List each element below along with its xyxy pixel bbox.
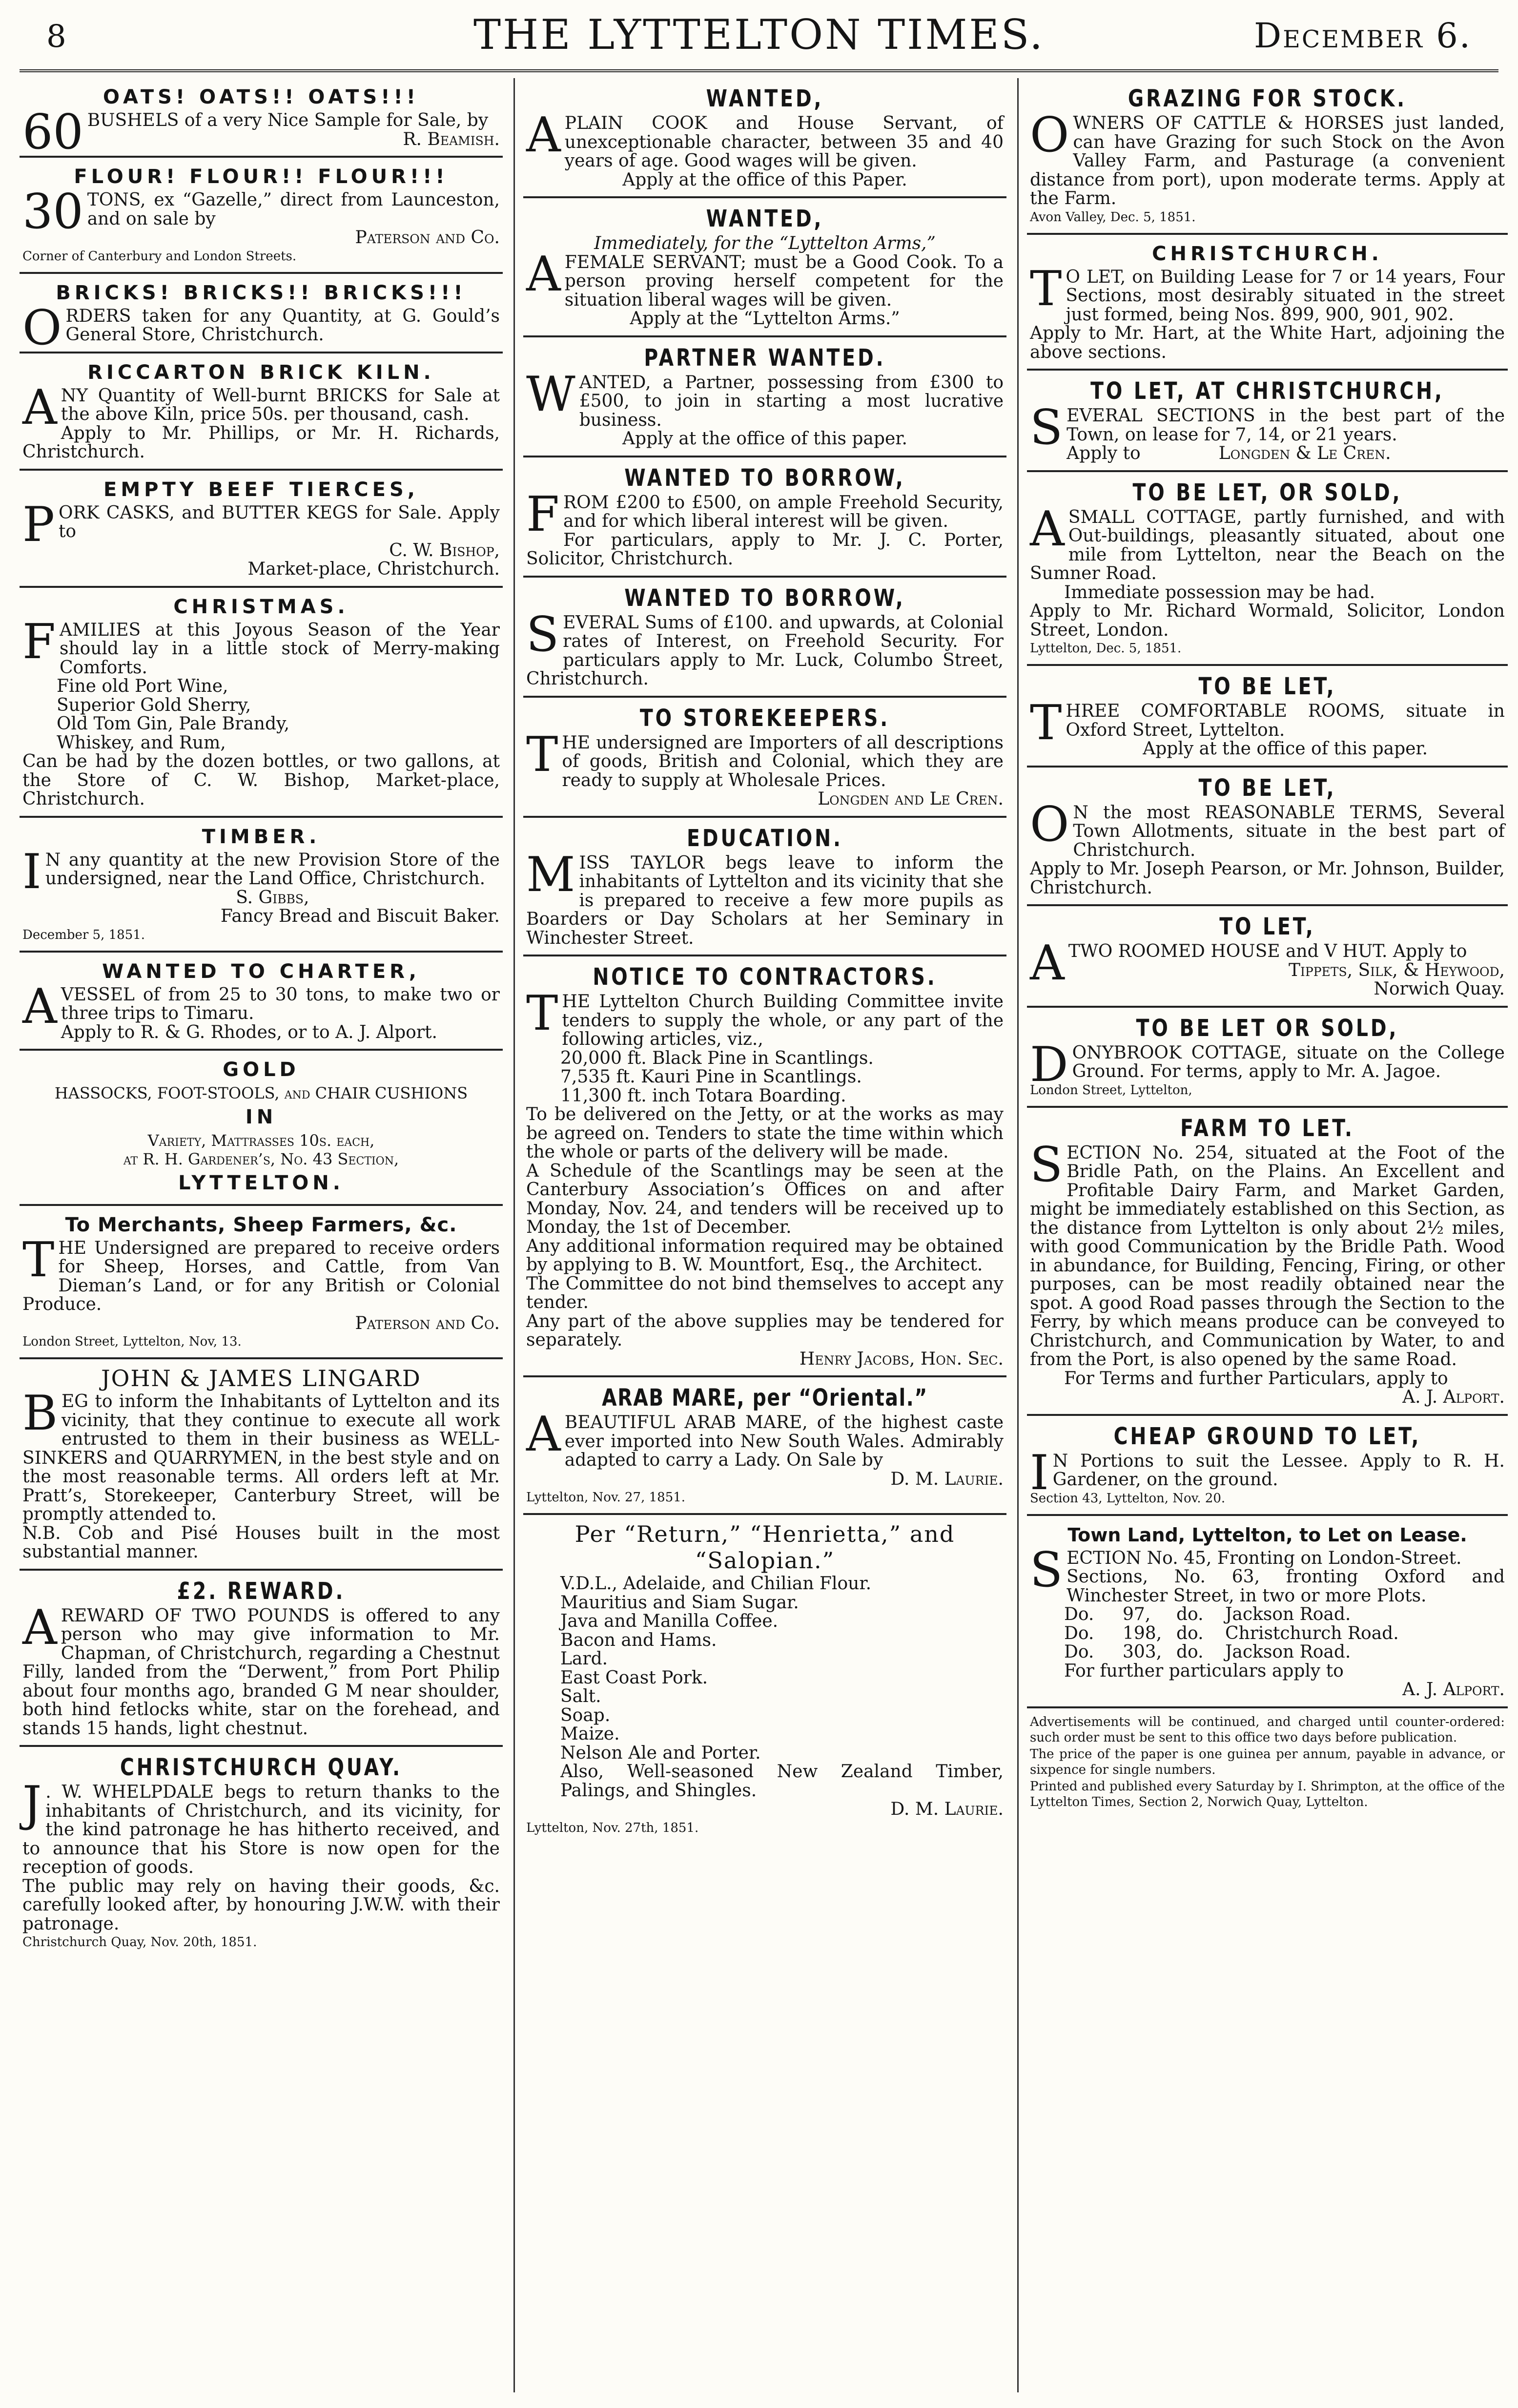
ad-signature: Paterson and Co. xyxy=(355,1313,500,1333)
column-1 xyxy=(20,78,503,2402)
drop-cap: S xyxy=(1030,400,1063,456)
drop-cap: 60 xyxy=(22,104,83,160)
ad-text: SMALL COTTAGE, partly furnished, and with Out-buildings, pleasantly situated, about one mile from Lyttelton, near the Beach on the Sumner Road. xyxy=(1030,507,1505,583)
ad-signature: S. Gibbs, xyxy=(236,887,309,908)
ad-text: For Terms and further Particulars, apply to xyxy=(1064,1368,1448,1389)
ad-text: HE undersigned are Importers of all descriptions of goods, British and Colonial, which they are ready to supply at Wholesale Prices. xyxy=(562,732,1004,790)
ad-heading: OATS! OATS!! OATS!!! xyxy=(103,86,419,108)
list-item: East Coast Pork. xyxy=(560,1667,708,1688)
ad-rooms xyxy=(1027,666,1508,768)
ad-signature: A. J. Alport. xyxy=(1402,1387,1505,1407)
ad-heading: CHEAP GROUND TO LET, xyxy=(1113,1422,1421,1450)
table-row: Do. 97, do. Jackson Road. xyxy=(1064,1604,1351,1624)
drop-cap: T xyxy=(1030,261,1062,317)
ad-borrow-2 xyxy=(523,578,1006,698)
ad-text: N.B. Cob and Pisé Houses built in the most substantial manner. xyxy=(22,1523,500,1562)
drop-cap: A xyxy=(22,978,57,1035)
ad-heading: £2. REWARD. xyxy=(177,1577,346,1605)
ad-arab-mare xyxy=(523,1377,1006,1515)
newspaper-title: THE LYTTELTON TIMES. xyxy=(473,11,1045,59)
ad-date: Lyttelton, Nov. 27th, 1851. xyxy=(526,1820,699,1835)
list-item: Whiskey, and Rum, xyxy=(57,732,226,753)
page-number: 8 xyxy=(46,19,66,55)
ad-heading: WANTED TO CHARTER, xyxy=(102,960,420,983)
ad-text: WNERS OF CATTLE & HORSES just landed, can have Grazing for such Stock on the Avon Valley Farm, and Pasturage (a convenient distance from port), upon moderate terms. Apply at the Farm. xyxy=(1030,113,1505,208)
ad-heading: TO BE LET, xyxy=(1198,774,1336,802)
ad-date: Christchurch Quay, Nov. 20th, 1851. xyxy=(22,1935,257,1950)
list-item: Maize. xyxy=(560,1724,620,1744)
ad-heading: PARTNER WANTED. xyxy=(644,344,886,372)
list-item: Lard. xyxy=(560,1649,608,1669)
ad-text: ANTED, a Partner, possessing from £300 to £500, to join in starting a most lucrative business. xyxy=(579,372,1004,430)
ad-heading: CHRISTCHURCH QUAY. xyxy=(120,1754,402,1781)
ad-text: EG to inform the Inhabitants of Lyttelton and its vicinity, that they continue to execute all work entrusted to them in their business as WELL-SINKERS and QUARRYMEN, in the best style and on the most reasonable terms. All orders left at Mr. Pratt’s, Storekeeper, Canterbury Street, will be promptly attended to. xyxy=(22,1391,500,1524)
ad-christmas xyxy=(20,588,503,818)
ad-signature: R. Beamish. xyxy=(403,129,500,149)
ad-text: Apply to Mr. Richard Wormald, Solicitor, London Street, London. xyxy=(1030,601,1505,640)
publication-footer xyxy=(1027,1708,1508,1818)
ad-text: Any part of the above supplies may be tendered for separately. xyxy=(526,1311,1004,1350)
ad-heading: TO BE LET, xyxy=(1198,673,1336,700)
drop-cap: W xyxy=(526,366,575,422)
list-item: Soap. xyxy=(560,1705,611,1725)
drop-cap: S xyxy=(1030,1542,1063,1598)
ad-text: Apply to xyxy=(1067,443,1141,463)
ad-signature: Paterson and Co. xyxy=(355,228,500,248)
ad-signature: Longden & Le Cren. xyxy=(1218,443,1391,463)
ad-text: N any quantity at the new Provision Store of the undersigned, near the Land Office, Christchurch. xyxy=(45,850,500,889)
ad-brick-kiln xyxy=(20,353,503,471)
list-item: Superior Gold Sherry, xyxy=(57,695,251,715)
ad-text: ISS TAYLOR begs leave to inform the inhabitants of Lyttelton and its vicinity that she is prepared to receive a few more pupils as Boarders or Day Scholars at her Seminary in Winchester Street. xyxy=(526,852,1004,948)
ad-text: NY Quantity of Well-burnt BRICKS for Sale at the above Kiln, price 50s. per thousand, cash. xyxy=(61,385,500,424)
ad-text: at R. H. Gardener’s, No. 43 Section, xyxy=(123,1150,399,1168)
ad-heading: RICCARTON BRICK KILN. xyxy=(87,361,435,384)
ad-text: RDERS taken for any Quantity, at G. Gould’s General Store, Christchurch. xyxy=(65,306,500,345)
drop-cap: J xyxy=(22,1776,42,1832)
ad-text: HREE COMFORTABLE ROOMS, situate in Oxford Street, Lyttelton. xyxy=(1066,701,1505,740)
ad-text: ORK CASKS, and BUTTER KEGS for Sale. Apply to xyxy=(58,502,500,541)
ad-text: BUSHELS of a very Nice Sample for Sale, by xyxy=(87,110,489,130)
ad-female-servant xyxy=(523,198,1006,337)
ad-subheading: Immediately, for the “Lyttelton Arms,” xyxy=(594,233,936,253)
list-item: Mauritius and Siam Sugar. xyxy=(560,1592,799,1613)
ad-date: Lyttelton, Nov. 27, 1851. xyxy=(526,1490,686,1505)
ad-heading: IN xyxy=(245,1105,277,1128)
ad-text: FEMALE SERVANT; must be a Good Cook. To a person proving herself competent for the situation liberal wages will be given. xyxy=(564,252,1004,310)
column-3 xyxy=(1027,78,1508,2402)
drop-cap: A xyxy=(1030,501,1065,557)
ad-date: Lyttelton, Dec. 5, 1851. xyxy=(1030,641,1182,656)
ad-text: Can be had by the dozen bottles, or two gallons, at the Store of C. W. Bishop, Market-place, Christchurch. xyxy=(22,751,500,809)
ad-signature: Tippets, Silk, & Heywood, xyxy=(1289,960,1505,980)
ad-signature-line: Norwich Quay. xyxy=(1374,979,1505,999)
drop-cap: A xyxy=(526,1407,561,1462)
footer-text: Printed and published every Saturday by I. Shrimpton, at the office of the Lyttelton Times, Section 2, Norwich Quay, Lyttelton. xyxy=(1030,1779,1505,1809)
ad-text: Apply to Mr. Phillips, or Mr. H. Richards, Christchurch. xyxy=(22,423,500,462)
drop-cap: I xyxy=(22,844,41,900)
footer-text: The price of the paper is one guinea per annum, payable in advance, or sixpence for single numbers. xyxy=(1030,1746,1505,1777)
ad-plain-cook xyxy=(523,78,1006,198)
ad-heading: TO BE LET OR SOLD, xyxy=(1136,1014,1399,1042)
masthead xyxy=(0,0,1518,73)
ad-text: To be delivered on the Jetty, or at the works as may be agreed on. Tenders to state the time within which the whole or parts of the delivery will be made. xyxy=(526,1104,1004,1162)
issue-date: December 6. xyxy=(1253,16,1472,56)
ad-partner xyxy=(523,337,1006,457)
drop-cap: A xyxy=(22,1599,57,1656)
list-item: Bacon and Hams. xyxy=(560,1630,717,1650)
list-item: 11,300 ft. inch Totara Boarding. xyxy=(560,1085,846,1106)
list-item: Fine old Port Wine, xyxy=(57,676,228,696)
ad-text: Apply at the office of this Paper. xyxy=(622,169,907,190)
ad-flour xyxy=(20,158,503,274)
ad-heading: EMPTY BEEF TIERCES, xyxy=(103,478,419,501)
drop-cap: A xyxy=(1030,935,1065,991)
drop-cap: B xyxy=(22,1386,58,1441)
ad-heading: To Merchants, Sheep Farmers, &c. xyxy=(65,1213,457,1236)
ad-text: TONS, ex “Gazelle,” direct from Launceston, and on sale by xyxy=(87,190,500,229)
drop-cap: 30 xyxy=(22,184,83,240)
ad-text: HASSOCKS, FOOT-STOOLS, and CHAIR CUSHIONS xyxy=(54,1084,468,1102)
list-item: V.D.L., Adelaide, and Chilian Flour. xyxy=(560,1574,872,1594)
ad-signature-line: Fancy Bread and Biscuit Baker. xyxy=(220,906,500,926)
ad-timber xyxy=(20,818,503,953)
ad-heading: JOHN & JAMES LINGARD xyxy=(101,1365,421,1391)
footer-text: Advertisements will be continued, and charged until counter-ordered: such order must be sent to this office two days before publication. xyxy=(1030,1714,1505,1745)
list-item: Salt. xyxy=(560,1686,601,1706)
ad-text: N the most REASONABLE TERMS, Several Town Allotments, situate in the best part of Christchurch. xyxy=(1073,802,1505,860)
ad-text: Variety, Mattrasses 10s. each, xyxy=(147,1131,375,1150)
ad-text: ECTION No. 254, situated at the Foot of the Bridle Path, on the Plains. An Excellent and Profitable Dairy Farm, and Market Garden, might be immediately established on this Section, as the distance from Lyttelton is only about 2½ miles, with good Communication by the Bridle Path. Wood in abundance, for Building, Fencing, Firing, or other purposes, can be most readily obtained near the spot. A good Road passes through the Section to the Ferry, by which means produce can be conveyed to Christchurch, and Communication by Water, to and from the Port, is also opened by the same Road. xyxy=(1030,1142,1505,1370)
ad-address: London Street, Lyttelton, xyxy=(1030,1082,1192,1098)
ad-text: Apply at the “Lyttelton Arms.” xyxy=(630,309,900,329)
ad-grazing xyxy=(1027,78,1508,235)
ad-date: Avon Valley, Dec. 5, 1851. xyxy=(1030,209,1196,225)
ad-text: PLAIN COOK and House Servant, of unexceptionable character, between 35 and 40 years of age. Good wages will be given. xyxy=(564,113,1004,171)
ad-education xyxy=(523,818,1006,957)
ad-text: TWO ROOMED HOUSE and V HUT. Apply to xyxy=(1068,941,1467,961)
ad-text: The public may rely on having their goods, &c. carefully looked after, by honouring J.W.W. with their patronage. xyxy=(22,1876,500,1934)
ad-signature: Longden and Le Cren. xyxy=(818,789,1004,809)
list-item: Nelson Ale and Porter. xyxy=(560,1743,761,1763)
table-row: Do. 198, do. Christchurch Road. xyxy=(1064,1623,1399,1643)
ad-text: N Portions to suit the Lessee. Apply to R. H. Gardener, on the ground. xyxy=(1052,1451,1505,1490)
ad-ship-goods xyxy=(523,1515,1006,1844)
ad-text: A Schedule of the Scantlings may be seen at the Canterbury Association’s Offices on and after Monday, Nov. 24, and tenders will be received up to Monday, the 1st of December. xyxy=(526,1161,1004,1237)
drop-cap: F xyxy=(22,614,56,670)
ad-place: LYTTELTON. xyxy=(178,1171,344,1194)
ad-cottage xyxy=(1027,472,1508,666)
ad-text: O LET, on Building Lease for 7 or 14 years, Four Sections, most desirably situated in the street just formed, being Nos. 899, 900, 901, 902. xyxy=(1066,267,1505,325)
list-item: Java and Manilla Coffee. xyxy=(560,1611,779,1631)
column-rule xyxy=(513,78,515,2392)
ad-heading: Town Land, Lyttelton, to Let on Lease. xyxy=(1067,1524,1467,1546)
ad-text: Sections, No. 63, fronting Oxford and Winchester Street, in two or more Plots. xyxy=(1067,1567,1505,1606)
ad-text: . W. WHELPDALE begs to return thanks to the inhabitants of Christchurch, and its vicinity, for the kind patronage he has hitherto received, and to announce that his Store is now open for the reception of goods. xyxy=(22,1782,500,1877)
ad-christchurch-quay xyxy=(20,1747,503,1958)
ad-heading: TO LET, xyxy=(1219,913,1315,940)
ad-heading: TO LET, AT CHRISTCHURCH, xyxy=(1090,377,1444,405)
ad-contractors xyxy=(523,956,1006,1377)
ad-address: London Street, Lyttelton, Nov, 13. xyxy=(22,1334,242,1349)
ad-cheap-ground xyxy=(1027,1416,1508,1516)
ad-signature-line: Market-place, Christchurch. xyxy=(247,559,500,579)
drop-cap: O xyxy=(22,300,62,356)
ad-text: AMILIES at this Joyous Season of the Year should lay in a little stock of Merry-making Comforts. xyxy=(60,620,500,678)
ad-heading: TO BE LET, OR SOLD, xyxy=(1132,478,1402,506)
ad-signature: D. M. Laurie. xyxy=(890,1799,1004,1819)
ad-allotments xyxy=(1027,768,1508,907)
drop-cap: S xyxy=(526,606,559,663)
ad-gold-hassocks xyxy=(20,1051,503,1206)
ad-date: Section 43, Lyttelton, Nov. 20. xyxy=(1030,1491,1226,1506)
ad-christchurch xyxy=(1027,235,1508,371)
sections-table xyxy=(1030,1605,1505,1662)
ad-heading: WANTED TO BORROW, xyxy=(624,464,905,492)
ad-date: December 5, 1851. xyxy=(22,927,145,942)
ad-heading: CHRISTCHURCH. xyxy=(1152,242,1383,265)
column-rule xyxy=(1017,78,1019,2392)
ad-signature: D. M. Laurie. xyxy=(890,1469,1004,1489)
ad-heading: CHRISTMAS. xyxy=(173,595,349,618)
ad-text: BEAUTIFUL ARAB MARE, of the highest caste ever imported into New South Wales. Admirably adapted to carry a Lady. On Sale by xyxy=(564,1412,1004,1470)
ad-heading: GRAZING FOR STOCK. xyxy=(1128,85,1407,112)
ad-borrow-1 xyxy=(523,457,1006,578)
ad-signature: Henry Jacobs, Hon. Sec. xyxy=(799,1349,1004,1369)
drop-cap: T xyxy=(22,1232,55,1288)
list-item: Old Tom Gin, Pale Brandy, xyxy=(57,714,290,734)
ad-heading: WANTED TO BORROW, xyxy=(624,584,905,612)
ad-farm xyxy=(1027,1108,1508,1416)
ad-text: Any additional information required may be obtained by applying to B. W. Mountfort, Esq., the Architect. xyxy=(526,1236,1004,1275)
drop-cap: O xyxy=(1030,107,1069,163)
drop-cap: T xyxy=(526,986,558,1041)
ad-reward xyxy=(20,1571,503,1747)
ad-text: EVERAL SECTIONS in the best part of the Town, on lease for 7, 14, or 21 years. xyxy=(1067,406,1505,445)
ad-bricks xyxy=(20,274,503,356)
drop-cap: I xyxy=(1030,1445,1049,1501)
ad-oats xyxy=(20,78,503,158)
drop-cap: M xyxy=(526,847,575,903)
ad-signature: A. J. Alport. xyxy=(1402,1680,1505,1700)
drop-cap: T xyxy=(1030,695,1062,751)
ad-town-land xyxy=(1027,1516,1508,1708)
ad-text: ECTION No. 45, Fronting on London-Street. xyxy=(1067,1548,1462,1568)
ad-heading: ARAB MARE, per “Oriental.” xyxy=(602,1384,928,1412)
ad-heading: NOTICE TO CONTRACTORS. xyxy=(593,963,937,991)
ad-text: EVERAL Sums of £100. and upwards, at Colonial rates of Interest, on Freehold Security. For particulars apply to Mr. Luck, Columbo Street, Christchurch. xyxy=(526,612,1004,689)
list-item: 20,000 ft. Black Pine in Scantlings. xyxy=(560,1048,874,1068)
ad-sections xyxy=(1027,371,1508,472)
ad-heading: TIMBER. xyxy=(202,825,321,848)
table-row: Do. 303, do. Jackson Road. xyxy=(1064,1642,1351,1662)
ad-text: For further particulars apply to xyxy=(1064,1661,1344,1681)
ad-text: REWARD OF TWO POUNDS is offered to any person who may give information to Mr. Chapman, of Christchurch, regarding a Chestnut Filly, landed from the “Derwent,” from Port Philip about four months ago, branded G M near shoulder, both hind fetlocks white, star on the forehead, and stands 15 hands, light chestnut. xyxy=(22,1605,500,1739)
ad-signature: C. W. Bishop, xyxy=(389,540,500,560)
ad-heading: EDUCATION. xyxy=(687,824,843,852)
ad-heading: FLOUR! FLOUR!! FLOUR!!! xyxy=(74,166,449,188)
ad-heading: FARM TO LET. xyxy=(1180,1114,1354,1142)
column-2 xyxy=(523,78,1006,2402)
ad-merchants xyxy=(20,1206,503,1360)
ad-heading: WANTED, xyxy=(706,85,824,112)
ad-heading: GOLD xyxy=(223,1059,300,1081)
ad-text: ROM £200 to £500, on ample Freehold Security, and for which liberal interest will be given. xyxy=(563,492,1004,531)
ad-beef-tierces xyxy=(20,471,503,588)
drop-cap: A xyxy=(526,107,561,163)
ad-text: ONYBROOK COTTAGE, situate on the College Ground. For terms, apply to Mr. A. Jagoe. xyxy=(1072,1042,1505,1081)
ad-heading: Per “Return,” “Henrietta,” and “Salopian.” xyxy=(574,1521,955,1574)
drop-cap: A xyxy=(526,246,561,302)
drop-cap: S xyxy=(1030,1137,1063,1193)
masthead-rule xyxy=(20,69,1498,72)
ad-text: Apply at the office of this paper. xyxy=(1143,739,1428,759)
ad-heading: TO STOREKEEPERS. xyxy=(639,704,890,732)
ad-text: Apply at the office of this paper. xyxy=(622,429,907,449)
drop-cap: T xyxy=(526,727,558,783)
ad-hut xyxy=(1027,906,1508,1008)
ad-text: Also, Well-seasoned New Zealand Timber, Palings, and Shingles. xyxy=(560,1762,1004,1801)
ad-text: Apply to Mr. Hart, at the White Hart, adjoining the above sections. xyxy=(1030,323,1505,362)
ad-text: For particulars, apply to Mr. J. C. Porter, Solicitor, Christchurch. xyxy=(526,530,1004,569)
ad-text: Apply to R. & G. Rhodes, or to A. J. Alport. xyxy=(61,1022,437,1042)
list-item: 7,535 ft. Kauri Pine in Scantlings. xyxy=(560,1067,862,1087)
ad-text: Apply to Mr. Joseph Pearson, or Mr. Johnson, Builder, Christchurch. xyxy=(1030,859,1505,898)
ad-address: Corner of Canterbury and London Streets. xyxy=(22,249,297,264)
ad-heading: WANTED, xyxy=(706,205,824,232)
ad-lingard xyxy=(20,1359,503,1571)
drop-cap: D xyxy=(1030,1037,1068,1093)
ad-storekeepers xyxy=(523,698,1006,818)
ad-text: HE Undersigned are prepared to receive orders for Sheep, Horses, and Cattle, from Van Dieman’s Land, or for any British or Colonial Produce. xyxy=(22,1238,500,1314)
ad-text: Immediate possession may be had. xyxy=(1064,582,1375,602)
drop-cap: A xyxy=(22,379,57,436)
ad-heading: BRICKS! BRICKS!! BRICKS!!! xyxy=(56,281,467,304)
drop-cap: P xyxy=(22,497,55,553)
ad-charter xyxy=(20,953,503,1051)
drop-cap: O xyxy=(1030,796,1069,852)
ad-text: The Committee do not bind themselves to accept any tender. xyxy=(526,1273,1004,1312)
ad-donnybrook xyxy=(1027,1008,1508,1108)
ad-text: HE Lyttelton Church Building Committee invite tenders to supply the whole, or any part of the following articles, viz., xyxy=(562,992,1004,1049)
drop-cap: F xyxy=(526,486,559,542)
ad-text: VESSEL of from 25 to 30 tons, to make two or three trips to Timaru. xyxy=(61,984,500,1023)
